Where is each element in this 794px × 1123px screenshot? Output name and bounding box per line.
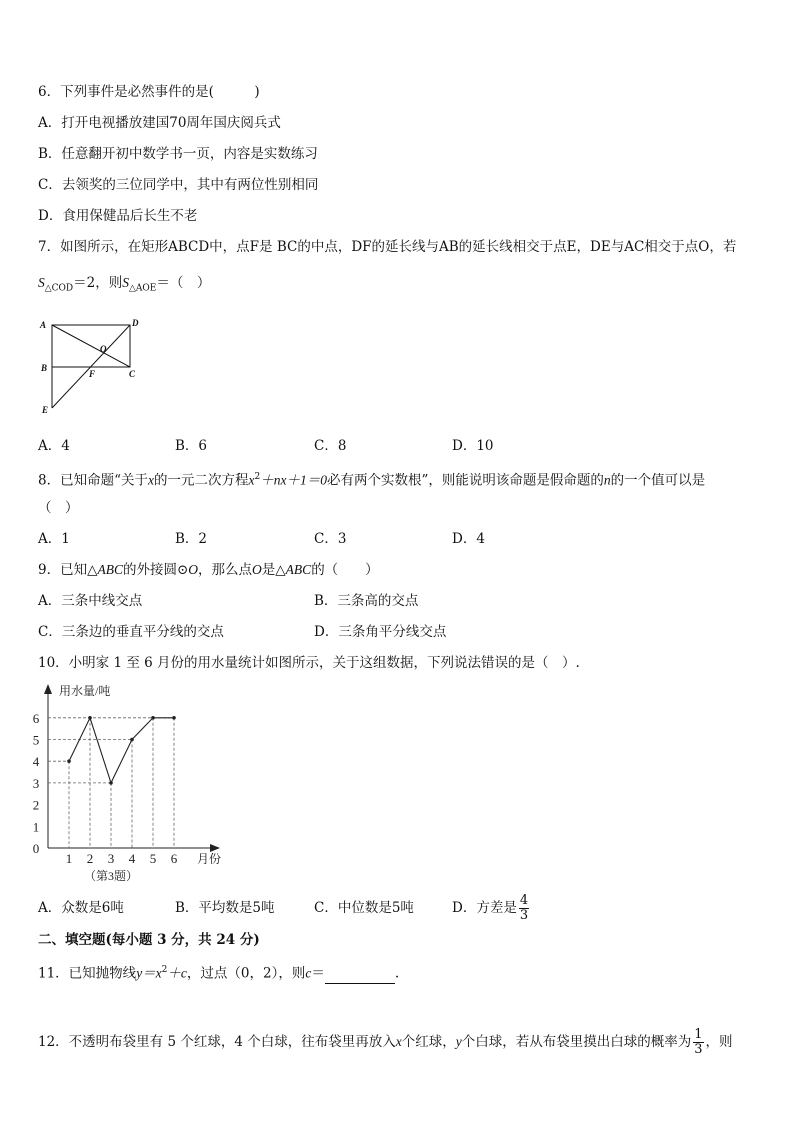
q6-option-c: C．去领奖的三位同学中，其中有两位性别相同 <box>38 177 319 193</box>
q8-stem-pre: 8．已知命题“关于 <box>38 472 148 489</box>
q12-stem-end: ，则 <box>705 1034 733 1050</box>
q8-eq-x: x <box>248 472 255 488</box>
q11-eq: y＝x <box>136 965 162 981</box>
q11-stem-end: ＝ <box>311 965 325 982</box>
q11-var-c: c <box>305 965 312 981</box>
q9-stem <box>38 560 379 580</box>
q8-stem-end: 的一个值可以是 <box>610 472 706 489</box>
label-o: O <box>100 344 107 354</box>
diagonal-ac <box>52 325 130 367</box>
q11-stem-pre: 11．已知抛物线 <box>38 965 137 982</box>
q7-cond-sub: △COD <box>44 283 74 294</box>
q12-fraction <box>693 1028 703 1057</box>
q11-eq-rest: ＋c <box>167 965 187 981</box>
y-axis-label: 用水量/吨 <box>59 684 111 698</box>
q10-option-c: C．中位数是5吨 <box>314 900 414 916</box>
q8-option-d: D．4 <box>452 531 485 547</box>
y-tick-label: 4 <box>32 754 40 770</box>
q9-stem-end: 的（ ） <box>311 562 379 578</box>
x-tick-label: 1 <box>65 851 73 866</box>
q7-cond-s: S <box>38 275 45 290</box>
q9-option-d: D．三条角平分线交点 <box>314 624 447 640</box>
q9-stem-mid3: 是 <box>261 562 276 578</box>
q10-line-chart <box>30 678 230 890</box>
y-tick-label: 1 <box>32 819 40 835</box>
y-axis-arrow <box>44 684 52 694</box>
q10-option-a: A．众数是6吨 <box>38 900 124 916</box>
q10-option-b: B．平均数是5吨 <box>175 900 275 916</box>
q12-stem-mid: 个红球， <box>401 1034 456 1050</box>
y-tick-label: 5 <box>32 732 40 748</box>
q10-option-d-fraction <box>519 894 529 923</box>
chart-caption: （第3题） <box>83 869 139 883</box>
series-line <box>69 718 174 783</box>
q8-eq-rest: ＋nx＋1＝0 <box>260 472 327 488</box>
q9-option-a: A．三条中线交点 <box>38 593 143 609</box>
data-point <box>67 759 71 763</box>
y-tick-label: 2 <box>32 797 40 813</box>
q8-option-b: B．2 <box>175 531 208 547</box>
y-tick-label: 3 <box>32 775 40 791</box>
x-tick-label: 3 <box>107 851 115 866</box>
y-tick-label: 6 <box>32 710 40 726</box>
q8-option-a: A．1 <box>38 531 70 547</box>
q7-option-c: C．8 <box>314 438 347 454</box>
label-f: F <box>89 369 96 379</box>
data-point <box>172 716 176 720</box>
q8-paren: （ ） <box>38 500 79 516</box>
x-tick-label: 5 <box>149 851 157 866</box>
q7-stem: 7．如图所示，在矩形ABCD中，点F是 BC的中点，DF的延长线与AB的延长线相交于点E，DE与AC相交于点O，若 <box>38 239 737 255</box>
q11-answer-blank[interactable] <box>325 969 395 984</box>
q12-var-y: y <box>455 1034 462 1049</box>
q7-option-a: A．4 <box>38 438 70 454</box>
data-point <box>88 716 92 720</box>
q9-tri: △ABC <box>87 562 123 577</box>
q9-stem-mid2: ，那么点 <box>198 562 253 578</box>
q9-circ-o: O <box>188 562 199 577</box>
q7-ask-s: S <box>122 275 129 290</box>
q11-end: . <box>394 965 400 982</box>
q6-stem: 6．下列事件是必然事件的是( ) <box>38 84 260 100</box>
q9-stem-mid: 的外接圆⊙ <box>122 562 189 578</box>
q9-tri2: △ABC <box>275 562 312 577</box>
q7-ask-eq: ＝（ ） <box>156 275 211 291</box>
q12-frac-den: 3 <box>694 1042 703 1057</box>
y-tick-label: 0 <box>32 841 40 856</box>
q10-option-d-label: D．方差是 <box>452 900 517 916</box>
data-point <box>151 716 155 720</box>
q10-option-d <box>452 888 531 928</box>
q8-option-c: C．3 <box>314 531 347 547</box>
q8-eq-sup: 2 <box>254 472 261 482</box>
q8-stem-mid: 的一元二次方程 <box>154 472 249 489</box>
q6-option-a: A．打开电视播放建国70周年国庆阅兵式 <box>38 115 281 131</box>
q10-stem: 10．小明家 1 至 6 月份的用水量统计如图所示，关于这组数据，下列说法错误的是（ ）. <box>38 655 580 671</box>
q10-frac-num: 4 <box>519 893 529 908</box>
q9-pt-o: O <box>252 562 262 577</box>
q7-ask-sub: △AOE <box>129 283 157 294</box>
q12-var-x: x <box>395 1034 402 1049</box>
q12-stem-mid2: 个白球，若从布袋里摸出白球的概率为 <box>461 1034 692 1050</box>
q12-stem-pre: 12．不透明布袋里有 5 个红球，4 个白球，往布袋里再放入 <box>38 1034 396 1050</box>
q11-eq-sup: 2 <box>161 965 168 975</box>
q11-stem-mid: ，过点（0，2），则 <box>186 965 306 982</box>
q11-stem <box>38 960 399 984</box>
q7-cond-eq: ＝2，则 <box>73 275 123 291</box>
label-c: C <box>129 369 136 379</box>
label-b: B <box>41 363 48 373</box>
x-axis-arrow <box>210 844 220 852</box>
section-2-title: 二、填空题(每小题 3 分，共 24 分) <box>38 932 260 948</box>
q9-option-b: B．三条高的交点 <box>314 593 419 609</box>
q8-stem-post: 必有两个实数根”，则能说明该命题是假命题的 <box>326 472 604 489</box>
data-point <box>109 781 113 785</box>
label-e: E <box>42 405 49 415</box>
x-tick-label: 2 <box>86 851 94 866</box>
x-tick-label: 6 <box>170 851 178 866</box>
x-tick-label: 4 <box>128 851 136 866</box>
label-d: D <box>132 318 139 328</box>
q8-stem <box>38 467 705 491</box>
q7-option-b: B．6 <box>175 438 208 454</box>
q10-frac-den: 3 <box>519 908 529 923</box>
q6-option-b: B．任意翻开初中数学书一页，内容是实数练习 <box>38 146 318 162</box>
q12-stem <box>38 1022 733 1062</box>
q9-option-c: C．三条边的垂直平分线的交点 <box>38 624 224 640</box>
q7-option-d: D．10 <box>452 438 494 454</box>
q12-frac-num: 1 <box>694 1027 703 1042</box>
q6-option-d: D．食用保健品后长生不老 <box>38 208 198 224</box>
label-a: A <box>40 320 47 330</box>
x-axis-label: 月份 <box>197 852 222 866</box>
q9-stem-pre: 9．已知 <box>38 562 88 578</box>
q8-var-n: n <box>603 472 611 488</box>
q7-geometry-figure <box>36 314 146 418</box>
q8-var-x: x <box>148 472 154 488</box>
data-point <box>130 738 134 742</box>
q7-condition <box>38 273 210 299</box>
